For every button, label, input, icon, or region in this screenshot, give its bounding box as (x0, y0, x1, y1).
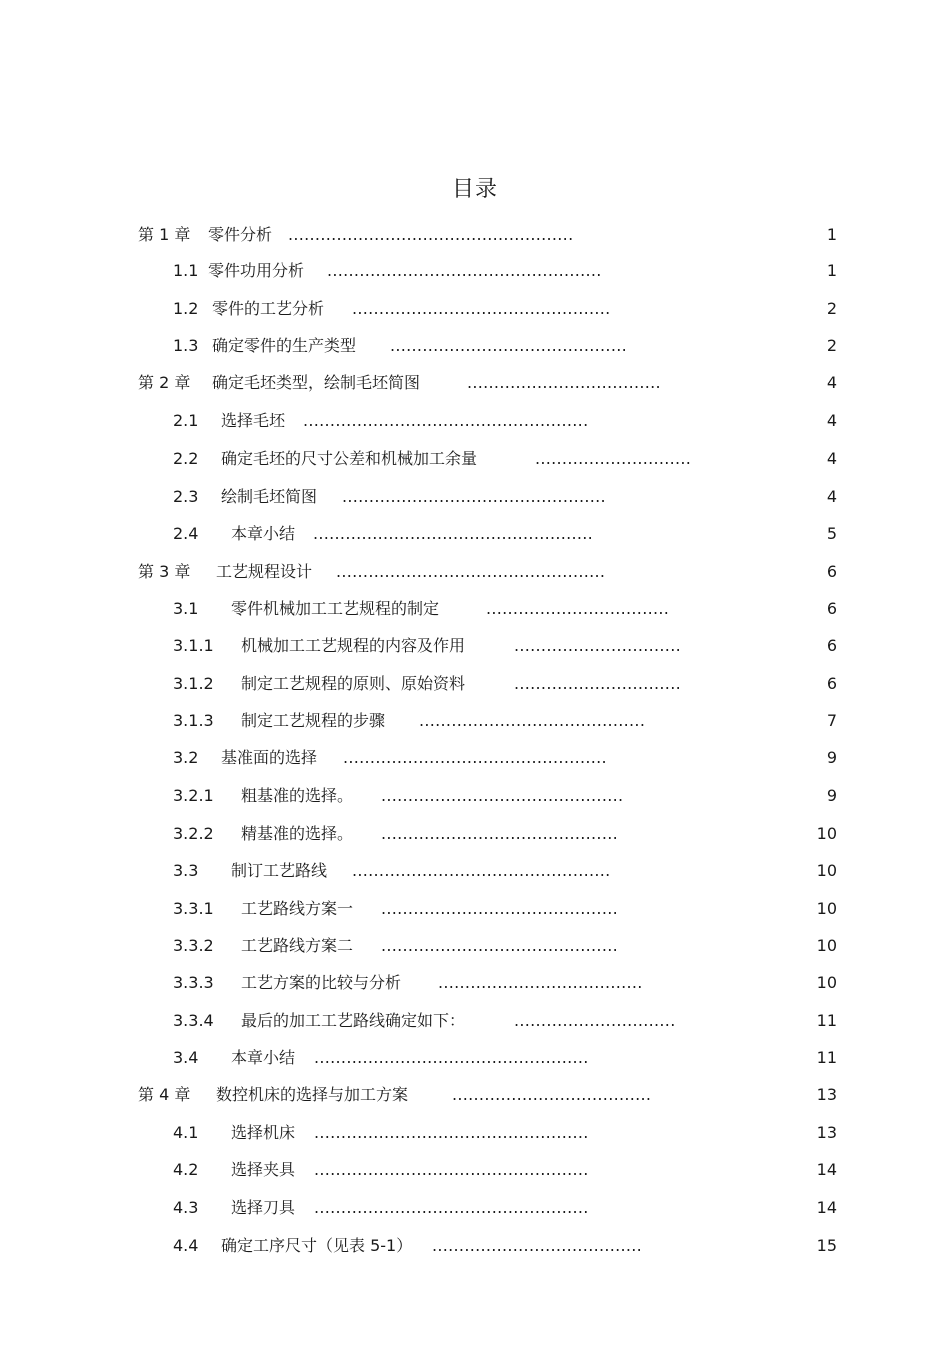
toc-entry[interactable] (0, 252, 950, 289)
toc-entry-number: 3.3.3 (173, 973, 214, 992)
toc-entry-number: 4.1 (173, 1123, 199, 1142)
toc-entry-page-number: 4 (826, 449, 837, 468)
toc-entry-label: 选择刀具 (231, 1198, 296, 1217)
toc-entry-leader: ............................. (535, 449, 692, 468)
toc-entry-leader: .................................. (486, 599, 670, 618)
toc-entry[interactable] (0, 216, 950, 253)
toc-entry-label: 确定工序尺寸（见表 5-1） (221, 1236, 413, 1255)
toc-entry-leader: ............................................ (381, 899, 618, 918)
toc-entry-label: 零件的工艺分析 (212, 299, 325, 318)
toc-entry[interactable] (0, 478, 950, 515)
toc-entry-page-number: 13 (816, 1085, 837, 1104)
toc-entry-number: 1.1 (173, 261, 199, 280)
toc-entry-leader: ..................................................... (303, 411, 589, 430)
toc-entry-label: 工艺路线方案一 (241, 899, 354, 918)
toc-entry[interactable] (0, 964, 950, 1001)
toc-entry[interactable] (0, 927, 950, 964)
toc-entry-number: 3.3.2 (173, 936, 214, 955)
toc-entry-number: 4.2 (173, 1160, 199, 1179)
toc-entry-leader: ............................................ (381, 824, 618, 843)
toc-entry-page-number: 6 (826, 599, 837, 618)
toc-entry-number: 2.1 (173, 411, 199, 430)
toc-entry-leader: .......................................... (419, 711, 646, 730)
toc-entry-page-number: 6 (826, 562, 837, 581)
toc-entry[interactable] (0, 665, 950, 702)
toc-entry-leader: ................................................... (314, 1048, 589, 1067)
toc-entry-page-number: 7 (826, 711, 837, 730)
toc-entry-page-number: 4 (826, 411, 837, 430)
toc-entry-label: 确定毛坯的尺寸公差和机械加工余量 (221, 449, 478, 468)
toc-entry-page-number: 11 (816, 1011, 837, 1030)
toc-entry-leader: ................................................ (352, 299, 611, 318)
toc-entry-number: 3.4 (173, 1048, 199, 1067)
toc-entry-number: 第 2 章 (138, 373, 191, 392)
toc-entry-label: 确定毛坯类型，绘制毛坯简图 (212, 373, 421, 392)
toc-entry-number: 2.2 (173, 449, 199, 468)
toc-entry-label: 零件机械加工工艺规程的制定 (231, 599, 440, 618)
toc-entry[interactable] (0, 777, 950, 814)
toc-entry-label: 数控机床的选择与加工方案 (216, 1085, 409, 1104)
toc-entry-number: 4.3 (173, 1198, 199, 1217)
toc-entry[interactable] (0, 1002, 950, 1039)
toc-entry[interactable] (0, 1114, 950, 1151)
toc-entry-page-number: 2 (826, 299, 837, 318)
toc-entry-number: 3.1 (173, 599, 199, 618)
toc-entry-label: 工艺路线方案二 (241, 936, 354, 955)
toc-entry-page-number: 9 (826, 786, 837, 805)
toc-entry-label: 零件功用分析 (208, 261, 305, 280)
toc-entry-label: 粗基准的选择。 (241, 786, 354, 805)
toc-entry[interactable] (0, 1151, 950, 1188)
toc-entry[interactable] (0, 1227, 950, 1264)
toc-entry-number: 3.1.3 (173, 711, 214, 730)
toc-entry[interactable] (0, 327, 950, 364)
toc-entry-leader: .................................... (467, 373, 661, 392)
toc-entry[interactable] (0, 739, 950, 776)
toc-entry-page-number: 10 (816, 861, 837, 880)
toc-entry-leader: ............................... (514, 636, 681, 655)
toc-entry-page-number: 14 (816, 1198, 837, 1217)
toc-entry-page-number: 1 (826, 261, 837, 280)
toc-entry[interactable] (0, 290, 950, 327)
toc-entry[interactable] (0, 815, 950, 852)
toc-entry[interactable] (0, 1189, 950, 1226)
toc-entry-label: 本章小结 (231, 524, 296, 543)
toc-entry-number: 第 4 章 (138, 1085, 191, 1104)
toc-entry-leader: .............................. (514, 1011, 676, 1030)
toc-entry[interactable] (0, 553, 950, 590)
toc-entry-page-number: 9 (826, 748, 837, 767)
toc-entry-page-number: 10 (816, 973, 837, 992)
toc-entry-page-number: 5 (826, 524, 837, 543)
toc-entry-number: 1.3 (173, 336, 199, 355)
toc-entry-leader: .................................................. (336, 562, 606, 581)
toc-entry-label: 选择毛坯 (221, 411, 286, 430)
toc-entry-number: 3.3.1 (173, 899, 214, 918)
toc-entry-leader: ................................................ (352, 861, 611, 880)
toc-entry[interactable] (0, 364, 950, 401)
toc-entry-label: 本章小结 (231, 1048, 296, 1067)
toc-entry[interactable] (0, 515, 950, 552)
toc-entry[interactable] (0, 702, 950, 739)
toc-entry-leader: ............................................ (381, 936, 618, 955)
toc-entry-label: 选择机床 (231, 1123, 296, 1142)
toc-entry[interactable] (0, 627, 950, 664)
toc-entry-number: 第 3 章 (138, 562, 191, 581)
toc-entry-page-number: 10 (816, 899, 837, 918)
toc-entry-number: 2.3 (173, 487, 199, 506)
toc-entry-label: 制订工艺路线 (231, 861, 328, 880)
toc-entry-label: 机械加工工艺规程的内容及作用 (241, 636, 466, 655)
toc-entry-page-number: 4 (826, 487, 837, 506)
toc-entry-number: 3.1.1 (173, 636, 214, 655)
toc-entry-number: 3.2.1 (173, 786, 214, 805)
toc-entry-number: 3.3.4 (173, 1011, 214, 1030)
toc-entry-number: 4.4 (173, 1236, 199, 1255)
toc-entry-leader: ................................................... (314, 1198, 589, 1217)
toc-entry-label: 确定零件的生产类型 (212, 336, 357, 355)
toc-entry-leader: ..................................... (452, 1085, 652, 1104)
toc-entry-label: 基准面的选择 (221, 748, 318, 767)
toc-entry-leader: ..................................................... (288, 225, 574, 244)
toc-entry-label: 精基准的选择。 (241, 824, 354, 843)
toc-entry-number: 3.2.2 (173, 824, 214, 843)
toc-entry[interactable] (0, 1076, 950, 1113)
toc-entry[interactable] (0, 890, 950, 927)
toc-entry-label: 制定工艺规程的步骤 (241, 711, 386, 730)
toc-entry-page-number: 13 (816, 1123, 837, 1142)
toc-entry[interactable] (0, 852, 950, 889)
toc-entry-leader: ............................................. (381, 786, 624, 805)
toc-entry-leader: .................................................... (313, 524, 594, 543)
toc-entry-leader: ................................................. (342, 487, 606, 506)
toc-entry[interactable] (0, 590, 950, 627)
toc-entry-leader: ................................................... (327, 261, 602, 280)
toc-entry-page-number: 15 (816, 1236, 837, 1255)
toc-entry-number: 2.4 (173, 524, 199, 543)
toc-entry-label: 绘制毛坯简图 (221, 487, 318, 506)
toc-entry-leader: ................................................. (343, 748, 607, 767)
toc-entry-page-number: 4 (826, 373, 837, 392)
toc-entry-number: 3.1.2 (173, 674, 214, 693)
toc-entry-page-number: 10 (816, 824, 837, 843)
toc-entry-number: 3.2 (173, 748, 199, 767)
toc-entry-label: 工艺规程设计 (216, 562, 313, 581)
toc-entry-page-number: 14 (816, 1160, 837, 1179)
toc-entry-leader: ............................................ (390, 336, 627, 355)
toc-entry-leader: ....................................... (432, 1236, 643, 1255)
toc-entry-label: 工艺方案的比较与分析 (241, 973, 402, 992)
toc-entry[interactable] (0, 1039, 950, 1076)
toc-entry-number: 第 1 章 (138, 225, 191, 244)
toc-entry-leader: ................................................... (314, 1123, 589, 1142)
toc-entry-page-number: 1 (826, 225, 837, 244)
toc-title: 目录 (451, 177, 498, 202)
toc-entry-label: 制定工艺规程的原则、原始资料 (241, 674, 466, 693)
toc-entry-number: 1.2 (173, 299, 199, 318)
toc-entry-label: 选择夹具 (231, 1160, 296, 1179)
toc-entry-page-number: 10 (816, 936, 837, 955)
toc-entry[interactable] (0, 402, 950, 439)
toc-entry-page-number: 6 (826, 636, 837, 655)
toc-entry-page-number: 6 (826, 674, 837, 693)
toc-entry-number: 3.3 (173, 861, 199, 880)
toc-entry-label: 最后的加工工艺路线确定如下： (241, 1011, 466, 1030)
toc-entry-leader: ................................................... (314, 1160, 589, 1179)
toc-entry-page-number: 2 (826, 336, 837, 355)
toc-entry[interactable] (0, 440, 950, 477)
toc-entry-leader: ...................................... (438, 973, 643, 992)
toc-entry-leader: ............................... (514, 674, 681, 693)
toc-entry-label: 零件分析 (208, 225, 273, 244)
toc-entry-page-number: 11 (816, 1048, 837, 1067)
